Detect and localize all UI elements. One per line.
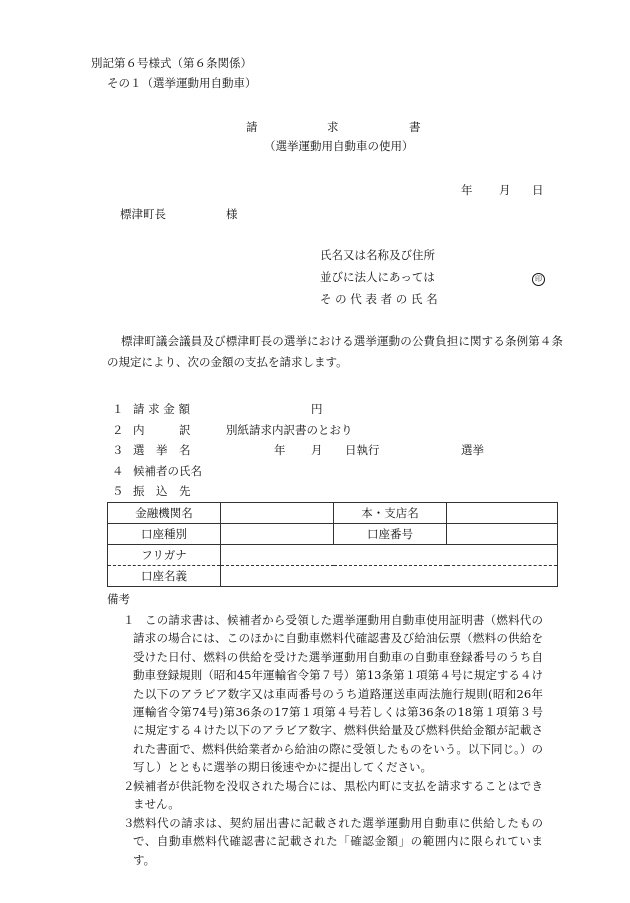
seal-mark	[532, 270, 545, 286]
note-3-no: ３	[123, 816, 135, 830]
date-day: 日	[532, 183, 544, 197]
date-month: 月	[499, 183, 511, 197]
form-number-label: 別記第６号様式（第６条関係）	[91, 56, 252, 70]
item-2-label: 内 訳	[133, 423, 191, 437]
item-4-label: 候補者の氏名	[133, 464, 202, 478]
item-3-no: ３	[112, 443, 124, 457]
item-1-no: １	[112, 402, 124, 416]
addressee-name: 標津町長	[120, 207, 166, 221]
title-char-1: 請	[246, 120, 258, 134]
note-1-no: １	[123, 613, 135, 627]
table-row	[108, 566, 558, 587]
applicant-line-1: 氏名又は名称及び住所	[320, 248, 435, 262]
item-1-label: 請 求 金 額	[133, 402, 190, 416]
account-number-cell[interactable]	[447, 524, 558, 545]
item-5-no: ５	[112, 484, 124, 498]
item-3-held: 日執行	[345, 443, 380, 457]
note-2-text: 候補者が供託物を没収された場合には、黒松内町に支払を請求することはできません。	[133, 779, 543, 812]
item-3-label: 選 挙 名	[133, 443, 191, 457]
seal-icon: 印	[532, 273, 545, 286]
account-type-cell[interactable]	[221, 524, 334, 545]
item-3-election: 選挙	[461, 443, 484, 457]
addressee-honorific: 様	[226, 207, 238, 221]
title-char-3: 書	[409, 120, 421, 134]
note-1-text: この請求書は、候補者から受領した選挙運動用自動車使用証明書（燃料代の請求の場合には、このほかに自動車燃料代確認書及び給油伝票（燃料の供給を受けた日付、燃料の供給を受けた選挙運動用自動車の自動車登録番号のうち自動車登録規則（昭和45年運輸省令第７号）第13条第１項第４号に規定する４けた以下のアラビア数字又は車両番号のうち道路運送車両法施行規則(昭和26年運輸省令第74号)第36条の17第１項第４号若しくは第36条の18第１項第３号に規定する４けた以下のアラビア数字、燃料供給量及び燃料供給金額が記載された書面で、燃料供給業者から給油の際に受領したものをいう。以下同じ。）の写し）とともに選挙の期日後速やかに提出してください。	[133, 613, 543, 775]
date-year: 年	[461, 183, 473, 197]
item-3-month: 月	[311, 443, 323, 457]
item-3-year: 年	[274, 443, 286, 457]
title-char-2: 求	[327, 120, 339, 134]
applicant-line-3: そ の 代 表 者 の 氏 名	[320, 292, 438, 306]
account-name-cell[interactable]	[221, 566, 558, 587]
item-4-no: ４	[112, 464, 124, 478]
institution-label: 金融機関名	[108, 503, 221, 524]
table-row	[108, 503, 558, 524]
account-type-label: 口座種別	[108, 524, 221, 545]
applicant-line-2: 並びに法人にあっては	[320, 270, 435, 284]
account-number-label: 口座番号	[334, 524, 447, 545]
item-1-value: 円	[311, 402, 323, 416]
account-name-label: 口座名義	[108, 566, 221, 587]
branch-label: 本・支店名	[334, 503, 447, 524]
form-sub-label: その１（選挙運動用自動車）	[107, 76, 257, 90]
institution-cell[interactable]	[221, 503, 334, 524]
item-5-label: 振 込 先	[133, 484, 191, 498]
remarks-heading: 備考	[107, 592, 130, 606]
bank-account-table	[107, 502, 558, 587]
table-row	[108, 524, 558, 545]
item-2-value: 別紙請求内訳書のとおり	[226, 423, 353, 437]
furigana-cell[interactable]	[221, 545, 558, 566]
item-2-no: ２	[112, 423, 124, 437]
furigana-label: フリガナ	[108, 545, 221, 566]
note-3-text: 燃料代の請求は、契約届出書に記載された選挙運動用自動車に供給したもので、自動車燃料代確認書に記載された「確認金額」の範囲内に限られています。	[133, 816, 543, 867]
note-2-no: ２	[123, 779, 135, 793]
table-row	[108, 545, 558, 566]
document-subtitle: （選挙運動用自動車の使用）	[264, 139, 414, 153]
body-paragraph: 標津町議会議員及び標津町長の選挙における選挙運動の公費負担に関する条例第４条の規定により、次の金額の支払を請求します。	[107, 334, 563, 369]
branch-cell[interactable]	[447, 503, 558, 524]
